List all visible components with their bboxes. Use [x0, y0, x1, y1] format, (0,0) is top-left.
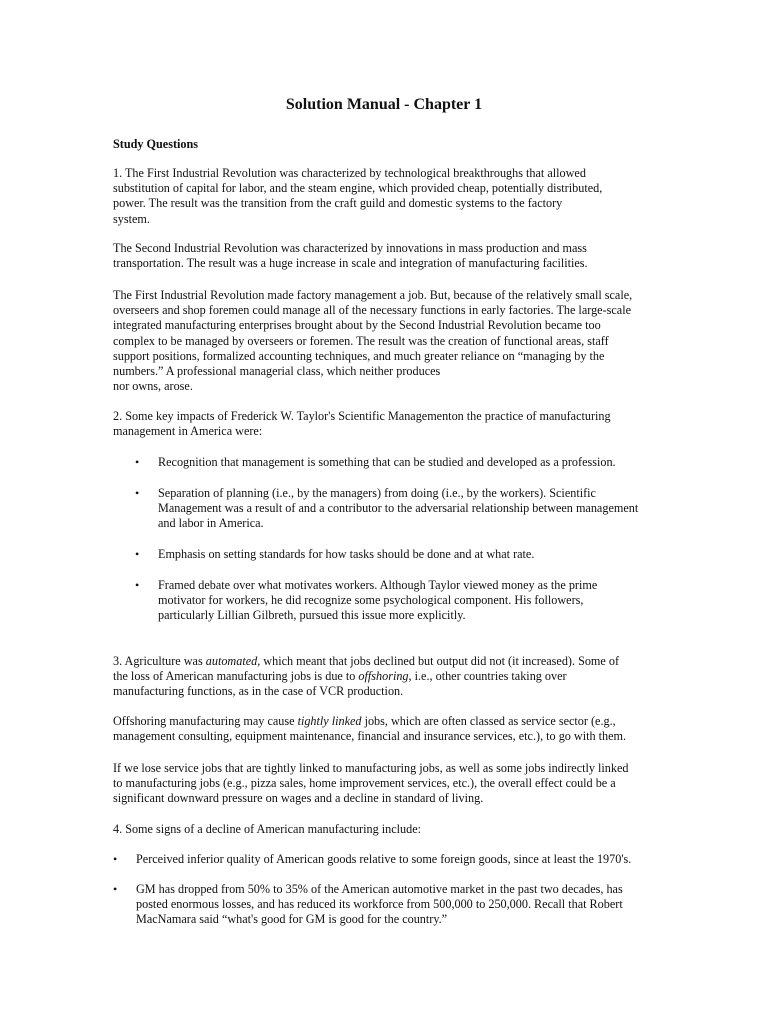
text-line: support positions, formalized accounting techniques, and much greater reliance on “managing by the [113, 348, 605, 363]
list-item [158, 578, 597, 624]
page-title: Solution Manual - Chapter 1 [285, 96, 483, 113]
text-line: integrated manufacturing enterprises brought about by the Second Industrial Revolution became too [113, 318, 601, 333]
text-line: significant downward pressure on wages and a decline in standard of living. [113, 791, 484, 806]
text-line: management consulting, equipment maintenance, financial and insurance services, etc.), to go with them. [113, 729, 627, 744]
bullet-icon: • [135, 486, 140, 500]
emphasis: automated [205, 654, 258, 668]
list-item [158, 547, 534, 562]
text-line: complex to be managed by overseers or foremen. The result was the creation of functional areas, staff [113, 333, 609, 348]
emphasis: offshoring [358, 669, 409, 684]
text-segment: the loss of American manufacturing jobs is due to [113, 669, 359, 684]
text-line: manufacturing functions, as in the case of VCR production. [113, 684, 404, 699]
list-item [158, 486, 638, 532]
text-line: to manufacturing jobs (e.g., pizza sales, home improvement services, etc.), the overall effect could be a [113, 776, 616, 791]
list-item [158, 455, 616, 470]
text-line: Recognition that management is something that can be studied and developed as a profession. [158, 455, 616, 469]
text-line: power. The result was the transition from the craft guild and domestic systems to the factory [113, 196, 563, 211]
text-line: 4. Some signs of a decline of American manufacturing include: [113, 822, 421, 836]
text-line: If we lose service jobs that are tightly linked to manufacturing jobs, as well as some jobs indirectly linked [113, 761, 629, 775]
paragraph-management-job [113, 288, 658, 394]
bullet-icon: • [135, 578, 140, 592]
emphasis: tightly linked [297, 714, 362, 728]
list-item [136, 882, 623, 928]
paragraph-q4 [113, 822, 658, 837]
text-line: management in America were: [113, 424, 263, 439]
text-line: particularly Lillian Gilbreth, pursued this issue more explicitly. [158, 608, 466, 623]
text-line: motivator for workers, he did recognize some psychological component. His followers, [158, 593, 584, 608]
text-line: The Second Industrial Revolution was characterized by innovations in mass production and mass [113, 241, 587, 255]
text-segment: Offshoring manufacturing may cause [113, 714, 298, 728]
text-line: GM has dropped from 50% to 35% of the American automotive market in the past two decades, has [136, 882, 623, 896]
text-line: posted enormous losses, and has reduced its workforce from 500,000 to 250,000. Recall that Robert [136, 897, 623, 912]
paragraph-q2 [113, 409, 658, 439]
text-line [113, 654, 658, 669]
paragraph-second-revolution [113, 241, 658, 271]
text-line [113, 669, 658, 684]
bullet-icon: • [135, 547, 140, 561]
text-line: nor owns, arose. [113, 379, 193, 394]
text-line [113, 714, 658, 729]
paragraph-q1 [113, 166, 658, 227]
text-line: Separation of planning (i.e., by the managers) from doing (i.e., by the workers). Scientific [158, 486, 596, 500]
text-line: MacNamara said “what's good for GM is good for the country.” [136, 912, 448, 927]
text-line: transportation. The result was a huge increase in scale and integration of manufacturing facilities. [113, 256, 588, 271]
text-segment: , which meant that jobs declined but output did not (it increased). Some of [257, 654, 620, 668]
paragraph-service-jobs [113, 761, 658, 807]
list-item [136, 852, 631, 867]
bullet-icon: • [113, 852, 118, 866]
text-segment: , i.e., other countries taking over [408, 669, 567, 684]
text-line: Perceived inferior quality of American goods relative to some foreign goods, since at least the 1970's. [136, 852, 632, 866]
text-line: and labor in America. [158, 516, 264, 531]
text-segment: jobs, which are often classed as service sector (e.g., [361, 714, 616, 728]
section-heading: Study Questions [113, 137, 199, 151]
paragraph-q3 [113, 654, 658, 700]
text-line: substitution of capital for labor, and the steam engine, which provided cheap, potentially distributed, [113, 181, 603, 196]
text-line: overseers and shop foremen could manage all of the necessary functions in early factories. The large-scale [113, 303, 631, 318]
text-line: The First Industrial Revolution made factory management a job. But, because of the relatively small scale, [113, 288, 633, 302]
text-segment: 3. Agriculture was [113, 654, 206, 668]
text-line: Management was a result of and a contributor to the adversarial relationship between management [158, 501, 639, 516]
bullet-icon: • [135, 455, 140, 469]
paragraph-offshoring [113, 714, 658, 744]
text-line: 1. The First Industrial Revolution was characterized by technological breakthroughs that allowed [113, 166, 586, 180]
text-line: numbers.” A professional managerial class, which neither produces [113, 364, 441, 379]
bullet-icon: • [113, 882, 118, 896]
text-line: 2. Some key impacts of Frederick W. Taylor's Scientific Managementon the practice of manufacturing [113, 409, 611, 423]
text-line: Framed debate over what motivates workers. Although Taylor viewed money as the prime [158, 578, 598, 592]
text-line: Emphasis on setting standards for how tasks should be done and at what rate. [158, 547, 535, 561]
text-line: system. [113, 211, 150, 226]
